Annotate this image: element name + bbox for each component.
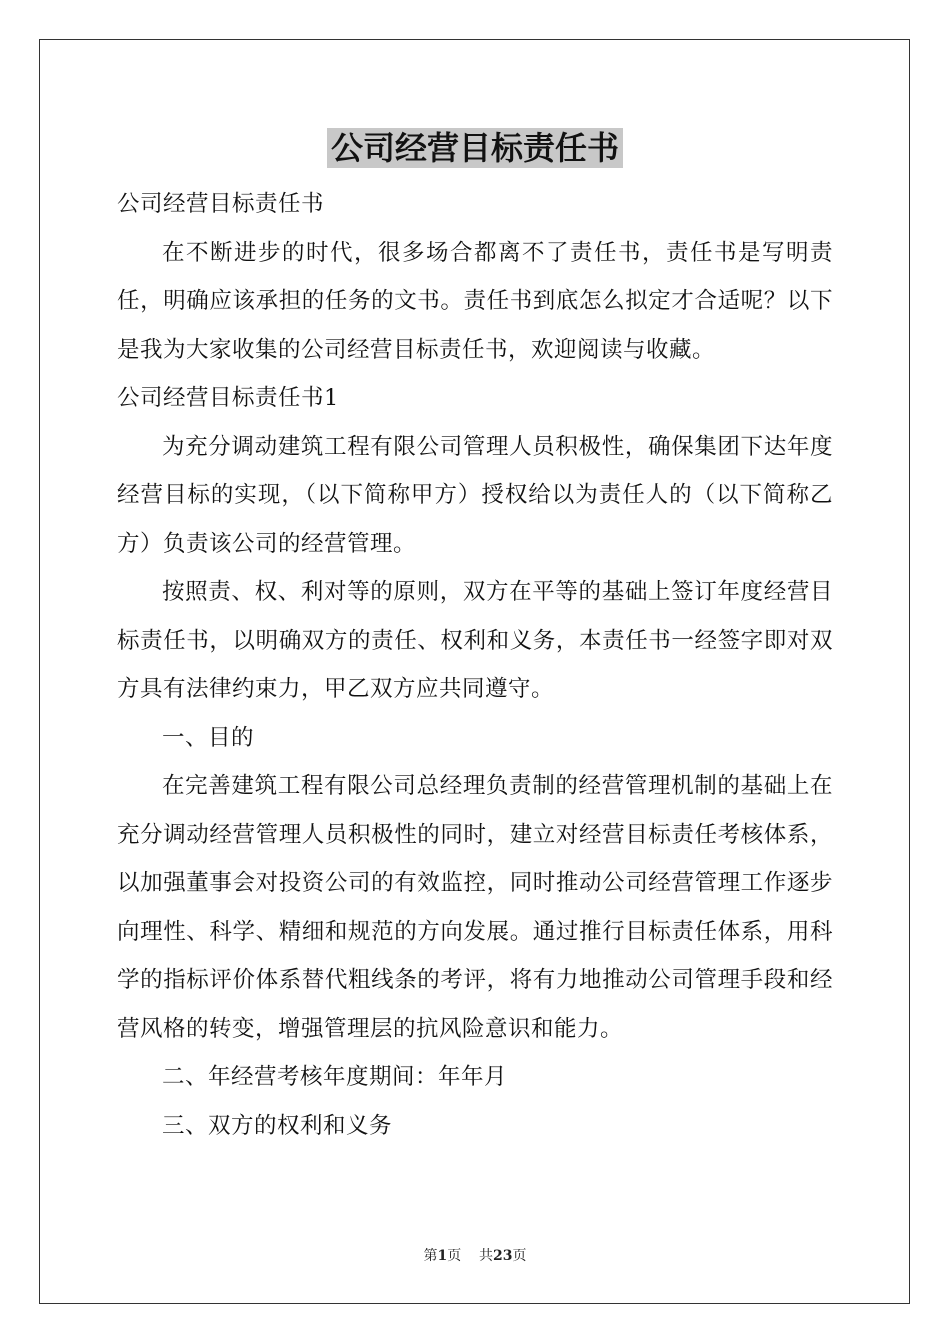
paragraph-intro: 在不断进步的时代，很多场合都离不了责任书，责任书是写明责任，明确应该承担的任务的文书。责任书到底怎么拟定才合适呢？以下是我为大家收集的公司经营目标责任书，欢迎阅读与收藏。 bbox=[117, 239, 833, 363]
paragraph-heading-objective: 一、目的 bbox=[162, 724, 255, 751]
footer-page-prefix: 第 bbox=[423, 1248, 438, 1264]
footer-total-suffix: 页 bbox=[512, 1248, 527, 1264]
paragraph-purpose-statement: 为充分调动建筑工程有限公司管理人员积极性，确保集团下达年度经营目标的实现，（以下简称甲方）授权给以为责任人的（以下简称乙方）负责该公司的经营管理。 bbox=[117, 433, 833, 557]
document-body bbox=[117, 180, 833, 1150]
footer-total-prefix: 共 bbox=[479, 1248, 494, 1264]
paragraph-section-heading: 公司经营目标责任书1 bbox=[117, 385, 339, 411]
paragraph-heading-period: 二、年经营考核年度期间：年年月 bbox=[162, 1064, 508, 1090]
page-footer bbox=[0, 1246, 950, 1266]
footer-page-number: 1 bbox=[437, 1248, 448, 1264]
paragraph-objective-body: 在完善建筑工程有限公司总经理负责制的经营管理机制的基础上在充分调动经营管理人员积极性的同时，建立对经营目标责任考核体系，以加强董事会对投资公司的有效监控，同时推动公司经营管理工作逐步向理性、科学、精细和规范的方向发展。通过推行目标责任体系，用科学的指标评价体系替代粗线条的考评，将有力地推动公司管理手段和经营风格的转变，增强管理层的抗风险意识和能力。 bbox=[117, 773, 833, 1042]
document-title: 公司经营目标责任书 bbox=[327, 128, 623, 168]
paragraph-subtitle: 公司经营目标责任书 bbox=[117, 191, 325, 217]
footer-page-suffix: 页 bbox=[447, 1248, 462, 1264]
paragraph-heading-rights: 三、双方的权利和义务 bbox=[162, 1112, 393, 1139]
title-wrap bbox=[0, 128, 950, 168]
footer-total-pages: 23 bbox=[493, 1248, 513, 1264]
paragraph-principle: 按照责、权、利对等的原则，双方在平等的基础上签订年度经营目标责任书，以明确双方的责任、权利和义务，本责任书一经签字即对双方具有法律约束力，甲乙双方应共同遵守。 bbox=[117, 579, 833, 702]
